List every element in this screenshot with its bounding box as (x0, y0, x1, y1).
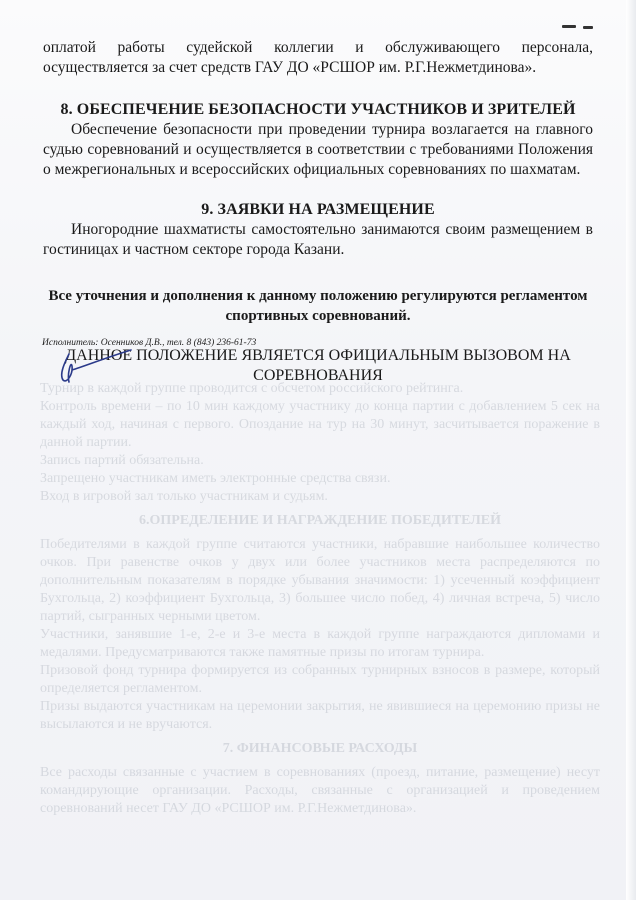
section-9-body: Иногородние шахматисты самостоятельно занимаются своим размещением в гостиницах и частном секторе города Казани. (43, 221, 593, 258)
signature-icon (55, 348, 135, 388)
bleed-line: Победителями в каждой группе считаются участники, набравшие наибольшее количество очков. При равенстве очков у двух или более участников места распределяются по дополнительным показателям в порядке убывания значимости: 1) усеченный коэффициент Бухгольца, 2) коэффициент Бухгольца, 3) большее число побед, 4) личная встреча, 5) число партий, сыгранных черными цветом. (40, 537, 600, 624)
bleed-line: Участники, занявшие 1-е, 2-е и 3-е места в каждой группе награждаются дипломами и медалями. Предусматриваются также памятные призы по итогам турнира. (40, 627, 600, 660)
bleed-line: Контроль времени – по 10 мин каждому участнику до конца партии с добавлением 5 сек на каждый ход, начиная с первого. Опоздание на тур на 30 минут, засчитывается поражение в данной партии. (40, 399, 600, 450)
bleed-line: Турнир в каждой группе проводится с обсчетом российского рейтинга. (40, 381, 464, 396)
section-8-body: Обеспечение безопасности при проведении турнира возлагается на главного судью соревнований и осуществляется в соответствии с требованиями Положения о межрегиональных и всероссийских официальных соревнованиях по шахматам. (43, 121, 593, 178)
bleed-line: Призы выдаются участникам на церемонии закрытия, не явившиеся на церемонию призы не высылаются и не вручаются. (40, 699, 600, 732)
page-edge-shadow (626, 0, 636, 900)
bleed-line: Запрещено участникам иметь электронные средства связи. (40, 471, 391, 486)
section-8-heading: 8. ОБЕСПЕЧЕНИЕ БЕЗОПАСНОСТИ УЧАСТНИКОВ И ЗРИТЕЛЕЙ (60, 101, 576, 118)
intro-paragraph: оплатой работы судейской коллегии и обслуживающего персонала, осуществляется за счет средств ГАУ ДО «РСШОР им. Р.Г.Нежметдинова». (43, 39, 593, 76)
executor-contact: Исполнитель: Осенников Д.В., тел. 8 (843) 236-61-73 (42, 338, 257, 348)
section-9-heading: 9. ЗАЯВКИ НА РАЗМЕЩЕНИЕ (201, 201, 435, 218)
bleed-line: Все расходы связанные с участием в соревнованиях (проезд, питание, размещение) несут командирующие организации. Расходы, связанные с организацией и проведением соревнований несет ГАУ ДО «РСШОР им. Р.Г.Нежметдинова». (40, 765, 600, 816)
bleed-through-text (40, 380, 600, 890)
scan-mark (583, 26, 593, 29)
scan-mark (562, 25, 576, 28)
bleed-line: Призовой фонд турнира формируется из собранных турнирных взносов в размере, который определяется регламентом. (40, 663, 600, 696)
bleed-line: Вход в игровой зал только участникам и судьям. (40, 489, 328, 504)
official-notice: ДАННОЕ ПОЛОЖЕНИЕ ЯВЛЯЕТСЯ ОФИЦИАЛЬНЫМ ВЫЗОВОМ НА СОРЕВНОВАНИЯ (65, 347, 571, 384)
bleed-heading: 7. ФИНАНСОВЫЕ РАСХОДЫ (222, 741, 418, 756)
bleed-heading: 6.ОПРЕДЕЛЕНИЕ И НАГРАЖДЕНИЕ ПОБЕДИТЕЛЕЙ (139, 513, 501, 528)
clarifications-note: Все уточнения и дополнения к данному положению регулируются регламентом спортивных соревнований. (48, 288, 588, 324)
document-body (43, 38, 593, 386)
bleed-line: Запись партий обязательна. (40, 453, 204, 468)
